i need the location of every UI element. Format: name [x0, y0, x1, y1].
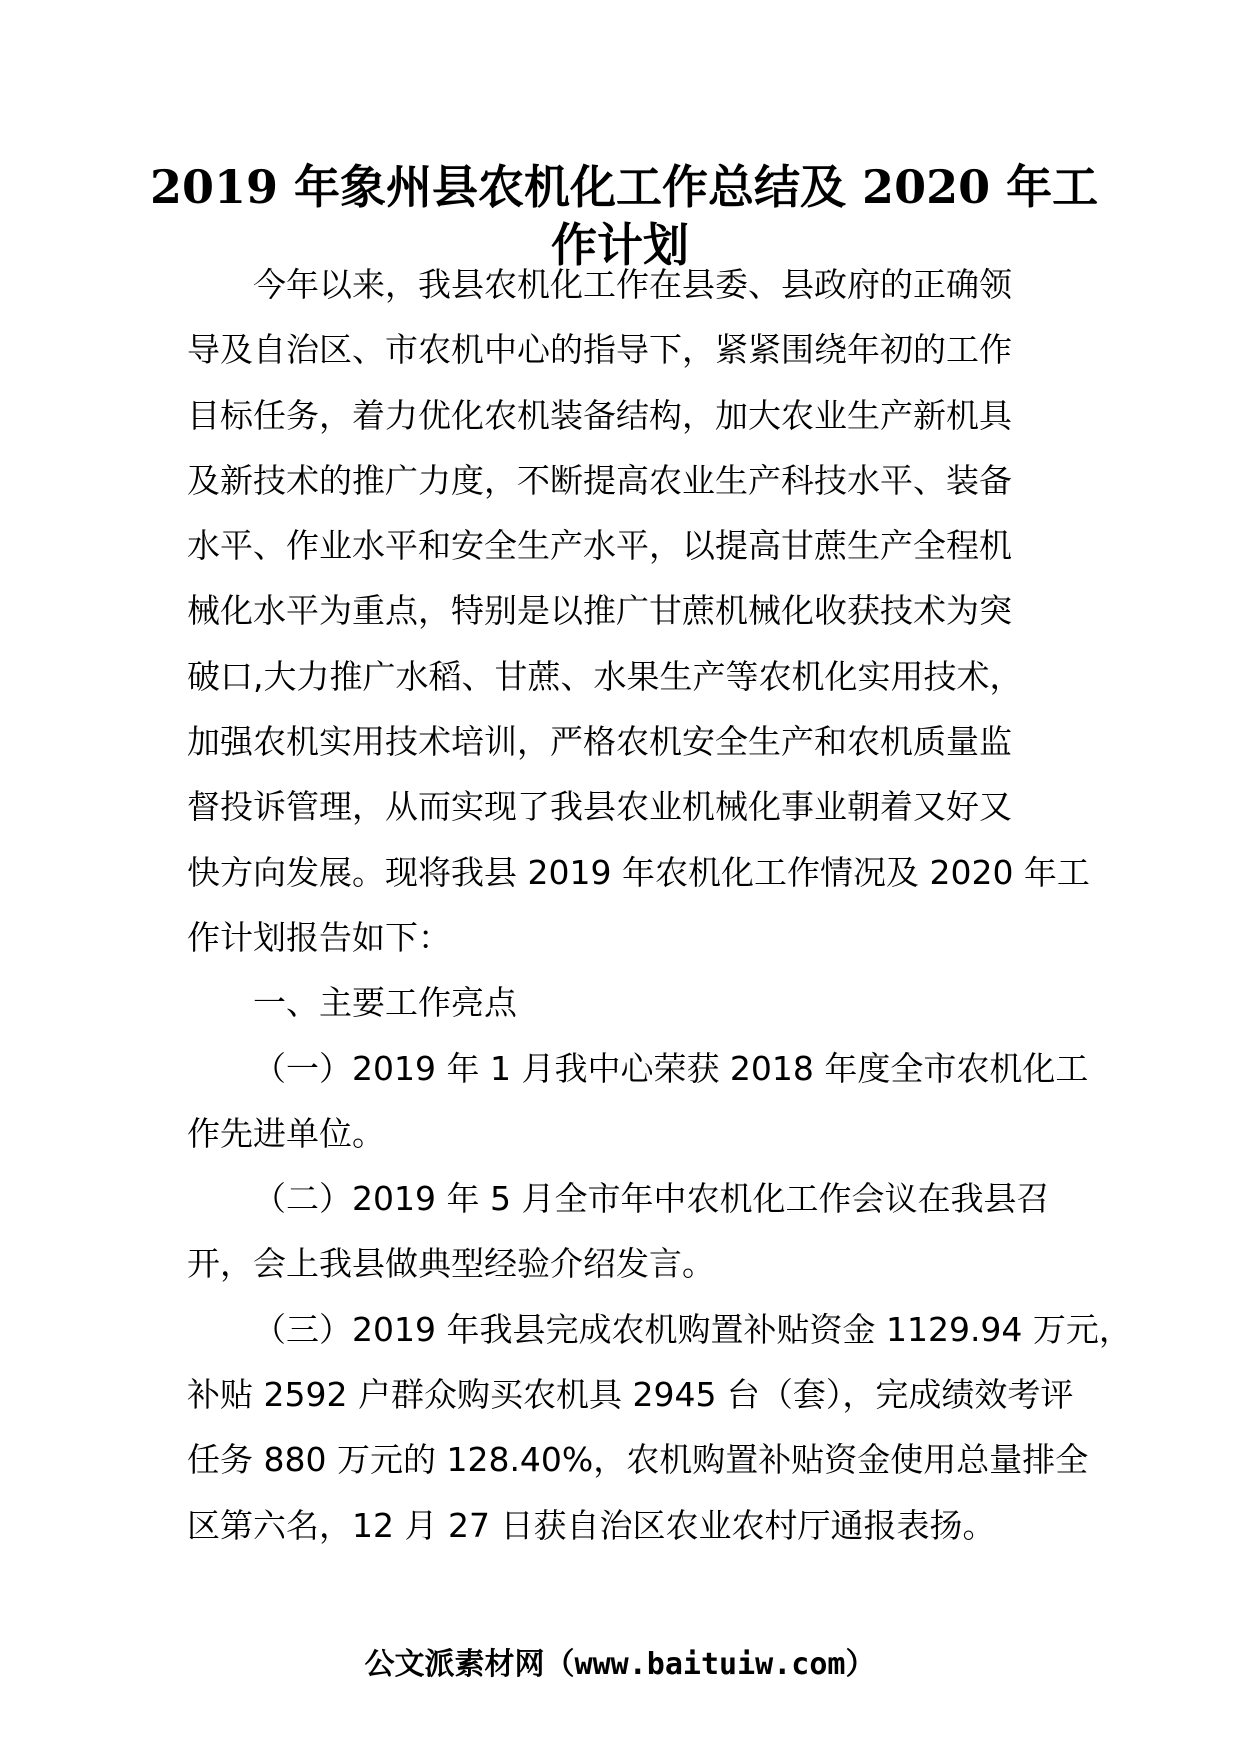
text-line: 快方向发展。现将我县 2019 年农机化工作情况及 2020 年工 [187, 852, 1090, 892]
footer-watermark: 公文派素材网（www.baituiw.com） [364, 1647, 876, 1682]
title-line: 2019 年象州县农机化工作总结及 2020 年工 [150, 160, 1099, 214]
text-line: 作先进单位。 [187, 1113, 385, 1153]
highlight-item-1 [187, 1036, 1089, 1167]
section-heading [187, 970, 1067, 1035]
text-line: 械化水平为重点，特别是以推广甘蔗机械化收获技术为突 [187, 591, 1012, 631]
text-line: （三）2019 年我县完成农机购置补贴资金 1129.94 万元， [253, 1309, 1132, 1349]
text-line: 任务 880 万元的 128.40%，农机购置补贴资金使用总量排全 [187, 1440, 1089, 1480]
text-line: （二）2019 年 5 月全市年中农机化工作会议在我县召 [253, 1179, 1050, 1219]
document-body [187, 252, 1132, 1558]
text-line: 水平、作业水平和安全生产水平，以提高甘蔗生产全程机 [187, 526, 1012, 566]
title-line: 作计划 [551, 218, 689, 272]
text-line: 加强农机实用技术培训，严格农机安全生产和农机质量监 [187, 722, 1012, 762]
intro-paragraph [187, 252, 1090, 970]
highlight-item-3 [187, 1297, 1132, 1558]
text-line: 督投诉管理，从而实现了我县农业机械化事业朝着又好又 [187, 787, 1012, 827]
text-line: 导及自治区、市农机中心的指导下，紧紧围绕年初的工作 [187, 330, 1012, 370]
text-line: 破口,大力推广水稻、甘蔗、水果生产等农机化实用技术， [187, 656, 1023, 696]
text-line: 及新技术的推广力度，不断提高农业生产科技水平、装备 [187, 460, 1012, 500]
text-line: 开，会上我县做典型经验介绍发言。 [187, 1244, 715, 1284]
text-line: 区第六名，12 月 27 日获自治区农业农村厅通报表扬。 [187, 1505, 996, 1545]
text-line: 作计划报告如下： [187, 917, 451, 957]
highlight-item-2 [187, 1166, 1067, 1297]
text-line: 补贴 2592 户群众购买农机具 2945 台（套），完成绩效考评 [187, 1375, 1074, 1415]
text-line: 目标任务，着力优化农机装备结构，加大农业生产新机具 [187, 395, 1012, 435]
text-line: 一、主要工作亮点 [253, 983, 517, 1023]
text-line: （一）2019 年 1 月我中心荣获 2018 年度全市农机化工 [253, 1048, 1089, 1088]
text-line: 今年以来，我县农机化工作在县委、县政府的正确领 [253, 265, 1012, 304]
